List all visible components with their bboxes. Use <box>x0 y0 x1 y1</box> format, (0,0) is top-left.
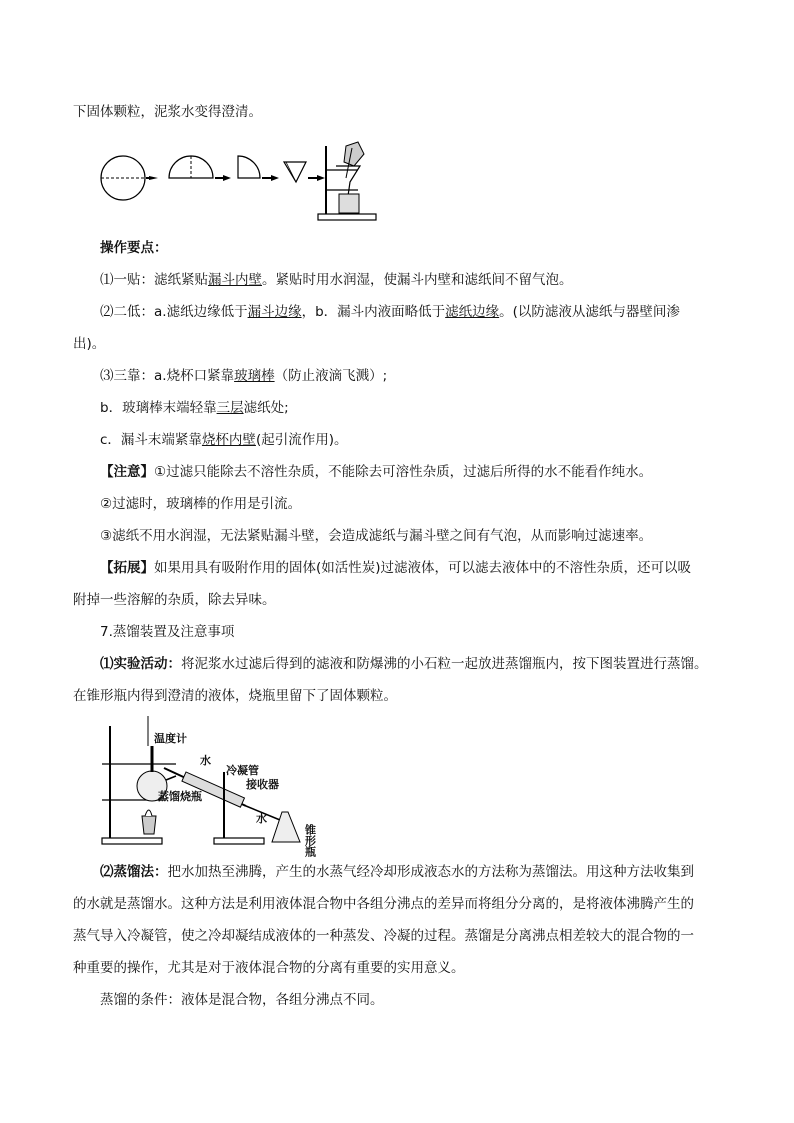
label-water-out: 水 <box>256 812 267 825</box>
distill-4: 种重要的操作，尤其是对于液体混合物的分离有重要的实用意义。 <box>73 960 465 976</box>
label-condenser: 冷凝管 <box>226 764 259 777</box>
note-3: ③滤纸不用水润湿，无法紧贴漏斗壁，会造成滤纸与漏斗壁之间有气泡，从而影响过滤速率。 <box>100 528 653 544</box>
activity-cont: 在锥形瓶内得到澄清的液体，烧瓶里留下了固体颗粒。 <box>73 688 397 704</box>
label-receiver: 接收器 <box>246 778 279 791</box>
rule-three-lean-a: ⑶三靠：a.烧杯口紧靠玻璃棒（防止液滴飞溅）; <box>100 368 388 384</box>
rule-three-lean-c: c．漏斗末端紧靠烧杯内壁(起引流作用)。 <box>100 432 348 448</box>
label-water-in: 水 <box>200 754 211 767</box>
extension-cont: 附掉一些溶解的杂质，除去异味。 <box>73 592 276 608</box>
label-conical-flask: 锥形瓶 <box>303 824 317 857</box>
label-flask: 蒸馏烧瓶 <box>158 790 202 803</box>
rule-three-lean-b: b．玻璃棒末端轻靠三层滤纸处; <box>100 400 289 416</box>
extension: 【拓展】如果用具有吸附作用的固体(如活性炭)过滤液体，可以滤去液体中的不溶性杂质，还可以吸 <box>100 560 692 576</box>
ops-heading: 操作要点： <box>100 240 168 256</box>
rule-two-low: ⑵二低：a.滤纸边缘低于漏斗边缘，b．漏斗内液面略低于滤纸边缘。(以防滤液从滤纸与器壁间渗 <box>100 304 680 320</box>
label-thermometer: 温度计 <box>154 732 187 745</box>
distill-2: 的水就是蒸馏水。这种方法是利用液体混合物中各组分沸点的差异而将组分分离的，是将液体沸腾产生的 <box>73 896 694 912</box>
note-2: ②过滤时，玻璃棒的作用是引流。 <box>100 496 302 512</box>
filter-folding-diagram <box>96 140 386 225</box>
rule-one-stick: ⑴一贴：滤纸紧贴漏斗内壁。紧贴时用水润湿，使漏斗内壁和滤纸间不留气泡。 <box>100 272 573 288</box>
activity: ⑴实验活动：将泥浆水过滤后得到的滤液和防爆沸的小石粒一起放进蒸馏瓶内，按下图装置进行蒸馏。 <box>100 656 708 672</box>
note-1: 【注意】①过滤只能除去不溶性杂质，不能除去可溶性杂质，过滤后所得的水不能看作纯水。 <box>100 464 653 480</box>
rule-two-low-cont: 出)。 <box>73 336 106 352</box>
section-7-title: 7.蒸馏装置及注意事项 <box>100 624 235 640</box>
distillation-diagram <box>96 716 356 857</box>
distill-conditions: 蒸馏的条件：液体是混合物，各组分沸点不同。 <box>100 992 384 1008</box>
text-top: 下固体颗粒，泥浆水变得澄清。 <box>73 104 262 120</box>
distill-1: ⑵蒸馏法：把水加热至沸腾，产生的水蒸气经冷却形成液态水的方法称为蒸馏法。用这种方法收集到 <box>100 864 694 880</box>
distill-3: 蒸气导入冷凝管，使之冷却凝结成液体的一种蒸发、冷凝的过程。蒸馏是分离沸点相差较大的混合物的一 <box>73 928 694 944</box>
